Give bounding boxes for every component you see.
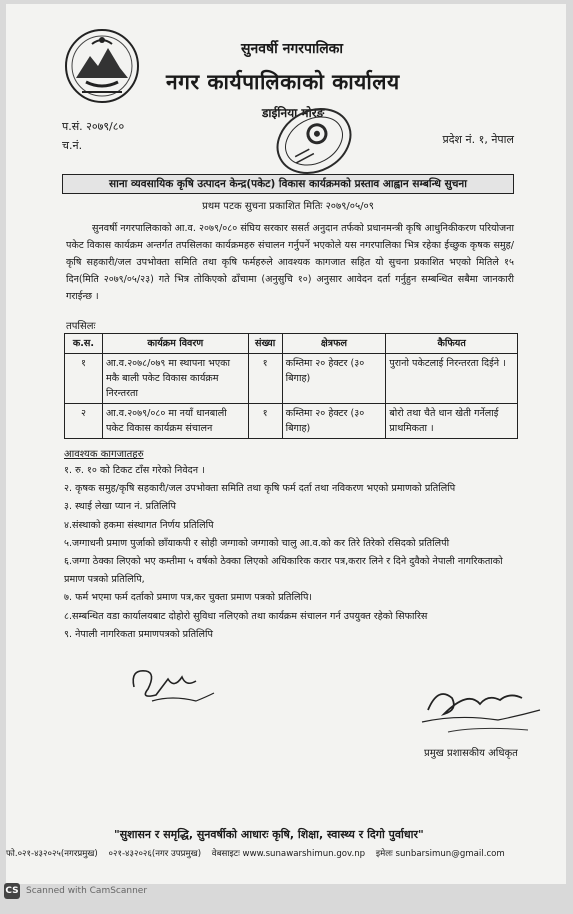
list-item: २. कृषक समुह/कृषि सहकारी/जल उपभोक्ता समिति तथा कृषि फर्म दर्ता तथा नविकरण भएको प्रमाणको प्रतिलिपि bbox=[64, 483, 456, 495]
scanner-watermark: Scanned with CamScanner bbox=[26, 886, 148, 896]
list-item: ४.संस्थाको हकमा संस्थागत निर्णय प्रतिलिपि bbox=[64, 519, 214, 531]
table-header-cell: कार्यक्रम विवरण bbox=[102, 334, 248, 354]
table-cell: पुरानो पकेटलाई निरन्तरता दिईने । bbox=[386, 354, 518, 404]
table-cell: कम्तिमा २० हेक्टर (३० बिगाह) bbox=[282, 404, 386, 439]
handwritten-initials-icon bbox=[126, 659, 226, 709]
municipality-name: सुनवर्षी नगरपालिका bbox=[241, 41, 344, 57]
documents-list bbox=[64, 462, 526, 644]
list-item: ६.जग्गा ठेक्का लिएको भए कम्तीमा ५ वर्षको ठेक्का लिएको अधिकारिक करार पत्र,करार लिने र दिने दुवैको नेपाली नागरिकताको प्रमाण पत्रको प्रतिलिपि, bbox=[64, 556, 503, 586]
camscanner-logo: CS bbox=[4, 883, 20, 899]
dispatch-number: च.नं. bbox=[62, 139, 83, 152]
table-header-cell: कैफियत bbox=[386, 334, 518, 354]
table-row bbox=[65, 404, 518, 439]
program-table bbox=[64, 333, 518, 439]
deputy-mayor-phone: ०२१-४३२०२६(नगर उपप्रमुख) bbox=[108, 849, 202, 859]
table-cell: १ bbox=[248, 354, 282, 404]
signatory-title: प्रमुख प्रशासकीय अधिकृत bbox=[424, 748, 518, 759]
footer-motto: "सुशासन र समृद्धि, सुनवर्षीको आधारः कृषि, शिक्षा, स्वास्थ्य र दिगो पुर्वाधार" bbox=[114, 828, 424, 841]
mayor-phone: फो.०२१-४३२०२५(नगरप्रमुख) bbox=[6, 849, 98, 859]
footer-contact bbox=[6, 847, 566, 859]
table-cell: बोरो तथा चैते धान खेती गर्नेलाई प्राथमिकता । bbox=[386, 404, 518, 439]
nepal-emblem-icon bbox=[62, 26, 142, 106]
documents-heading: आवश्यक कागजातहरु bbox=[64, 449, 144, 460]
list-item: ३. स्थाई लेखा प्यान नं. प्रतिलिपि bbox=[64, 501, 176, 513]
notice-title: साना व्यवसायिक कृषि उत्पादन केन्द्र(पकेट) विकास कार्यक्रमको प्रस्ताव आह्वान सम्बन्धि सुचना bbox=[62, 174, 514, 194]
reference-number: प.सं. २०७९/८० bbox=[62, 120, 125, 133]
table-cell: आ.व.२०७८/०७९ मा स्थापना भएका मकै बाली पकेट विकास कार्यक्रम निरन्तरता bbox=[102, 354, 248, 404]
list-item: ८.सम्बन्धित वडा कार्यालयबाट दोहोरो सुविधा नलिएको तथा कार्यक्रम संचालन गर्न उपयुक्त रहेको सिफारिस bbox=[64, 610, 428, 622]
first-published-date: प्रथम पटक सुचना प्रकाशित मितिः २०७९/०५/०९ bbox=[202, 201, 374, 212]
table-header-row bbox=[65, 334, 518, 354]
list-item: ९. नेपाली नागरिकता प्रमाणपत्रको प्रतिलिपि bbox=[64, 628, 213, 640]
list-item: ७. फर्म भएमा फर्म दर्ताको प्रमाण पत्र,कर चुक्ता प्रमाण पत्रको प्रतिलिपि। bbox=[64, 592, 313, 604]
table-cell: कम्तिमा २० हेक्टर (३० बिगाह) bbox=[282, 354, 386, 404]
province-label: प्रदेश नं. १, नेपाल bbox=[442, 133, 514, 146]
table-cell: १ bbox=[65, 354, 103, 404]
list-item: १. रु. १० को टिकट टाँस गरेको निवेदन । bbox=[64, 465, 205, 476]
notice-body: सुनवर्षी नगरपालिकाको आ.व. २०७९/०८० संघिय सरकार ससर्त अनुदान तर्फको प्रधानमन्त्री कृषि आधुनिकीकरण परियोजना पकेट विकास कार्यक्रम अन्तर्गत तपसिलका कार्यक्रमहरु संचालन गर्नुपर्ने भएकोले यस नगरपालिका भित्र रहेका ईच्छुक कृषक समुह/कृषि सहकारी/जल उपभोक्ता समिति तथा कृषि फर्महरुले आवश्यक कागजात सहित यो सुचना प्रकाशित भएको मितिले १५ दिन(मिति २०७९/०५/२३) गते भित्र तोकिएको ढाँचामा (अनुसुचि १०) अनुसार आवेदन दर्ता गर्नुहुन सम्बन्धित सबैमा जानकारी गराईन्छ । bbox=[66, 223, 514, 302]
office-stamp-icon bbox=[268, 102, 360, 180]
office-title: नगर कार्यपालिकाको कार्यालय bbox=[166, 70, 400, 94]
table-cell: १ bbox=[248, 404, 282, 439]
table-header-cell: क.स. bbox=[65, 334, 103, 354]
website-link[interactable]: वेबसाइटः www.sunawarshimun.gov.np bbox=[211, 849, 366, 859]
table-row bbox=[65, 354, 518, 404]
list-item: ५.जग्गाधनी प्रमाण पुर्जाको छाँयाकपी र सोही जग्गाको जग्गाको चालु आ.व.को कर तिरे तिरेको रसिदको प्रतिलिपी bbox=[64, 537, 450, 549]
table-header-cell: क्षेत्रफल bbox=[282, 334, 386, 354]
office-place: डाईनिया मोरङ bbox=[262, 106, 325, 120]
schedule-label: तपसिलः bbox=[66, 321, 96, 332]
table-cell: आ.व.२०७९/०८० मा नयाँ धानबाली पकेट विकास कार्यक्रम संचालन bbox=[102, 404, 248, 439]
email-link[interactable]: इमेलः sunbarsimun@gmail.com bbox=[375, 849, 505, 859]
table-header-cell: संख्या bbox=[248, 334, 282, 354]
notice-page bbox=[6, 4, 566, 884]
officer-signature-icon bbox=[418, 680, 548, 738]
table-cell: २ bbox=[65, 404, 103, 439]
